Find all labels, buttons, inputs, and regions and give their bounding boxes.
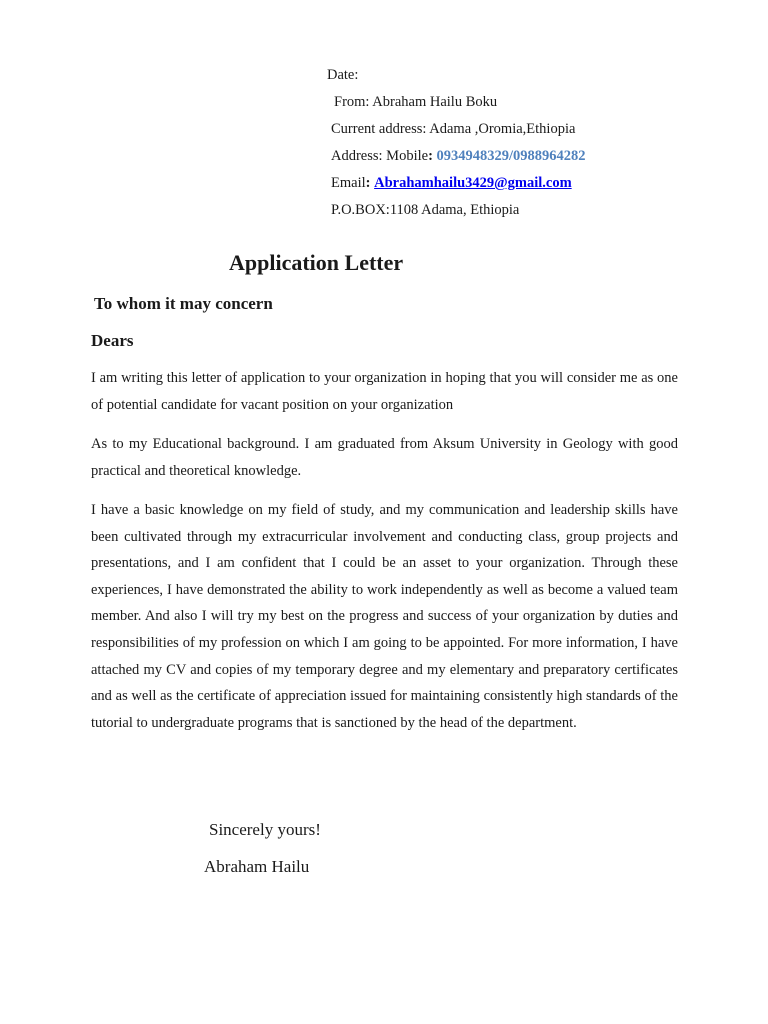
- from-line: From: Abraham Hailu Boku: [334, 94, 498, 110]
- email-colon: :: [365, 175, 371, 191]
- paragraph-skills: I have a basic knowledge on my field of study, and my communication and leadership skills have been cultivated through my extracurricular involvement and conducting class, group projects and presentations, and I am confident that I could be an asset to your organization. Through these experiences, I have demonstrated the ability to work independently as well as become a valued team member. And also I will try my best on the progress and success of your organization by duties and responsibilities of my profession on which I am going to be appointed. For more information, I have attached my CV and copies of my temporary degree and my elementary and preparatory certificates and as well as the certificate of appreciation issued for maintaining consistently high standards of the tutorial to undergraduate programs that is sanctioned by the head of the department.: [91, 502, 678, 731]
- pobox-line: P.O.BOX:1108 Adama, Ethiopia: [331, 202, 520, 218]
- dears-greeting: Dears: [91, 331, 134, 350]
- email-link[interactable]: Abrahamhailu3429@gmail.com: [374, 175, 572, 191]
- email-label: Email: [331, 175, 366, 191]
- date-line: Date:: [327, 67, 359, 83]
- closing-line: Sincerely yours!: [209, 820, 321, 839]
- sender-info: [327, 62, 586, 224]
- paragraph-intro: I am writing this letter of application to your organization in hoping that you will consider me as one of potential candidate for vacant position on your organization: [91, 370, 678, 413]
- mobile-number: 0934948329/0988964282: [436, 148, 586, 164]
- current-address-line: Current address: Adama ,Oromia,Ethiopia: [331, 121, 576, 137]
- mobile-colon: :: [428, 148, 433, 164]
- salutation: To whom it may concern: [94, 294, 273, 313]
- email-line: [327, 170, 586, 197]
- signature-name: Abraham Hailu: [204, 857, 310, 876]
- paragraph-education: As to my Educational background. I am graduated from Aksum University in Geology with good practical and theoretical knowledge.: [91, 436, 678, 479]
- address-mobile-label: Address: Mobile: [331, 148, 429, 164]
- mobile-line: [327, 143, 586, 170]
- letter-title: Application Letter: [229, 250, 404, 275]
